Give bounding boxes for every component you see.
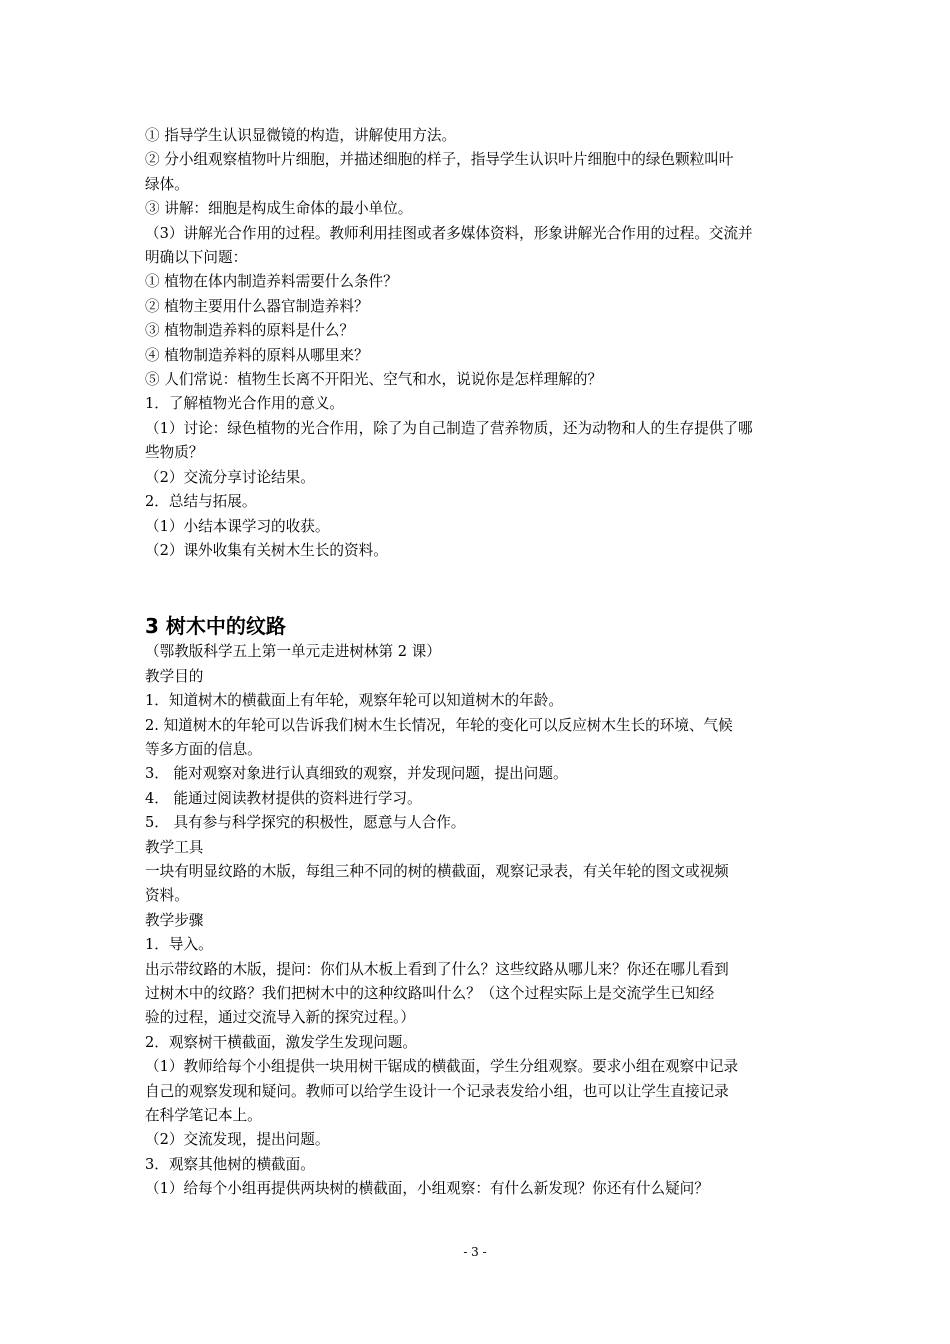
paragraph-line: 验的过程，通过交流导入新的探究过程。） [145,1009,415,1027]
paragraph-line: ① 植物在体内制造养料需要什么条件？ [145,273,398,291]
paragraph-line: （1）教师给每个小组提供一块用树干锯成的横截面，学生分组观察。要求小组在观察中记录 [145,1058,739,1076]
paragraph-line: （2）交流发现，提出问题。 [145,1131,330,1149]
section-2-body [145,640,810,1201]
paragraph-line: 1．了解植物光合作用的意义。 [145,395,345,413]
lesson-title: 3 树木中的纹路 [145,614,286,639]
paragraph-line: 1．知道树木的横截面上有年轮，观察年轮可以知道树木的年龄。 [145,692,563,710]
document-page [145,124,810,1202]
paragraph-line: 2．总结与拓展。 [145,493,257,511]
paragraph-line: 出示带纹路的木版，提问：你们从木板上看到了什么？这些纹路从哪儿来？你还在哪儿看到 [145,960,729,978]
paragraph-line: ③ 讲解：细胞是构成生命体的最小单位。 [145,200,413,218]
paragraph-line: 2. 知道树木的年轮可以告诉我们树木生长情况，年轮的变化可以反应树木生长的环境、气候 [145,716,733,734]
paragraph-line: （2）课外收集有关树木生长的资料。 [145,541,388,559]
paragraph-line: ③ 植物制造养料的原料是什么？ [145,322,354,340]
section-spacer [145,563,810,612]
paragraph-line: ④ 植物制造养料的原料从哪里来？ [145,346,369,364]
paragraph-line: 些物质？ [145,444,204,462]
paragraph-line: 明确以下问题： [145,249,248,267]
paragraph-line: 过树木中的纹路？我们把树木中的这种纹路叫什么？（这个过程实际上是交流学生已知经 [145,985,715,1002]
paragraph-line: ① 指导学生认识显微镜的构造，讲解使用方法。 [145,127,457,144]
paragraph-line: （1）给每个小组再提供两块树的横截面，小组观察：有什么新发现？你还有什么疑问？ [145,1180,709,1198]
section-1-body [145,124,810,563]
paragraph-line: ⑤ 人们常说：植物生长离不开阳光、空气和水，说说你是怎样理解的？ [145,371,603,389]
paragraph-line: （2）交流分享讨论结果。 [145,468,315,486]
paragraph-line: 资料。 [145,887,189,905]
paragraph-line: 3． 能对观察对象进行认真细致的观察，并发现问题，提出问题。 [145,765,568,783]
paragraph-line: ② 植物主要用什么器官制造养料？ [145,297,369,315]
paragraph-line: 教学工具 [145,838,204,856]
paragraph-line: 1．导入。 [145,936,213,954]
paragraph-line: 教学目的 [145,667,204,685]
paragraph-line: 4． 能通过阅读教材提供的资料进行学习。 [145,789,422,807]
paragraph-line: 绿体。 [145,175,189,193]
paragraph-line: 2．观察树干横截面，激发学生发现问题。 [145,1033,417,1051]
paragraph-line: 教学步骤 [145,911,204,929]
paragraph-line: （鄂教版科学五上第一单元走进树林第 2 课） [145,643,441,661]
page-number: - 3 - [463,1245,487,1259]
paragraph-line: （3）讲解光合作用的过程。教师利用挂图或者多媒体资料，形象讲解光合作用的过程。交流并 [145,224,753,242]
paragraph-line: 5． 具有参与科学探究的积极性，愿意与人合作。 [145,814,466,832]
paragraph-line: 一块有明显纹路的木版，每组三种不同的树的横截面，观察记录表，有关年轮的图文或视频 [145,862,729,880]
paragraph-line: （1）讨论：绿色植物的光合作用，除了为自己制造了营养物质，还为动物和人的生存提供了哪 [145,419,753,437]
paragraph-line: 自己的观察发现和疑问。教师可以给学生设计一个记录表发给小组，也可以让学生直接记录 [145,1082,729,1100]
paragraph-line: 3．观察其他树的横截面。 [145,1155,315,1173]
paragraph-line: （1）小结本课学习的收获。 [145,517,330,535]
paragraph-line: ② 分小组观察植物叶片细胞，并描述细胞的样子，指导学生认识叶片细胞中的绿色颗粒叫叶 [145,151,734,169]
paragraph-line: 等多方面的信息。 [145,740,262,758]
paragraph-line: 在科学笔记本上。 [145,1107,262,1125]
